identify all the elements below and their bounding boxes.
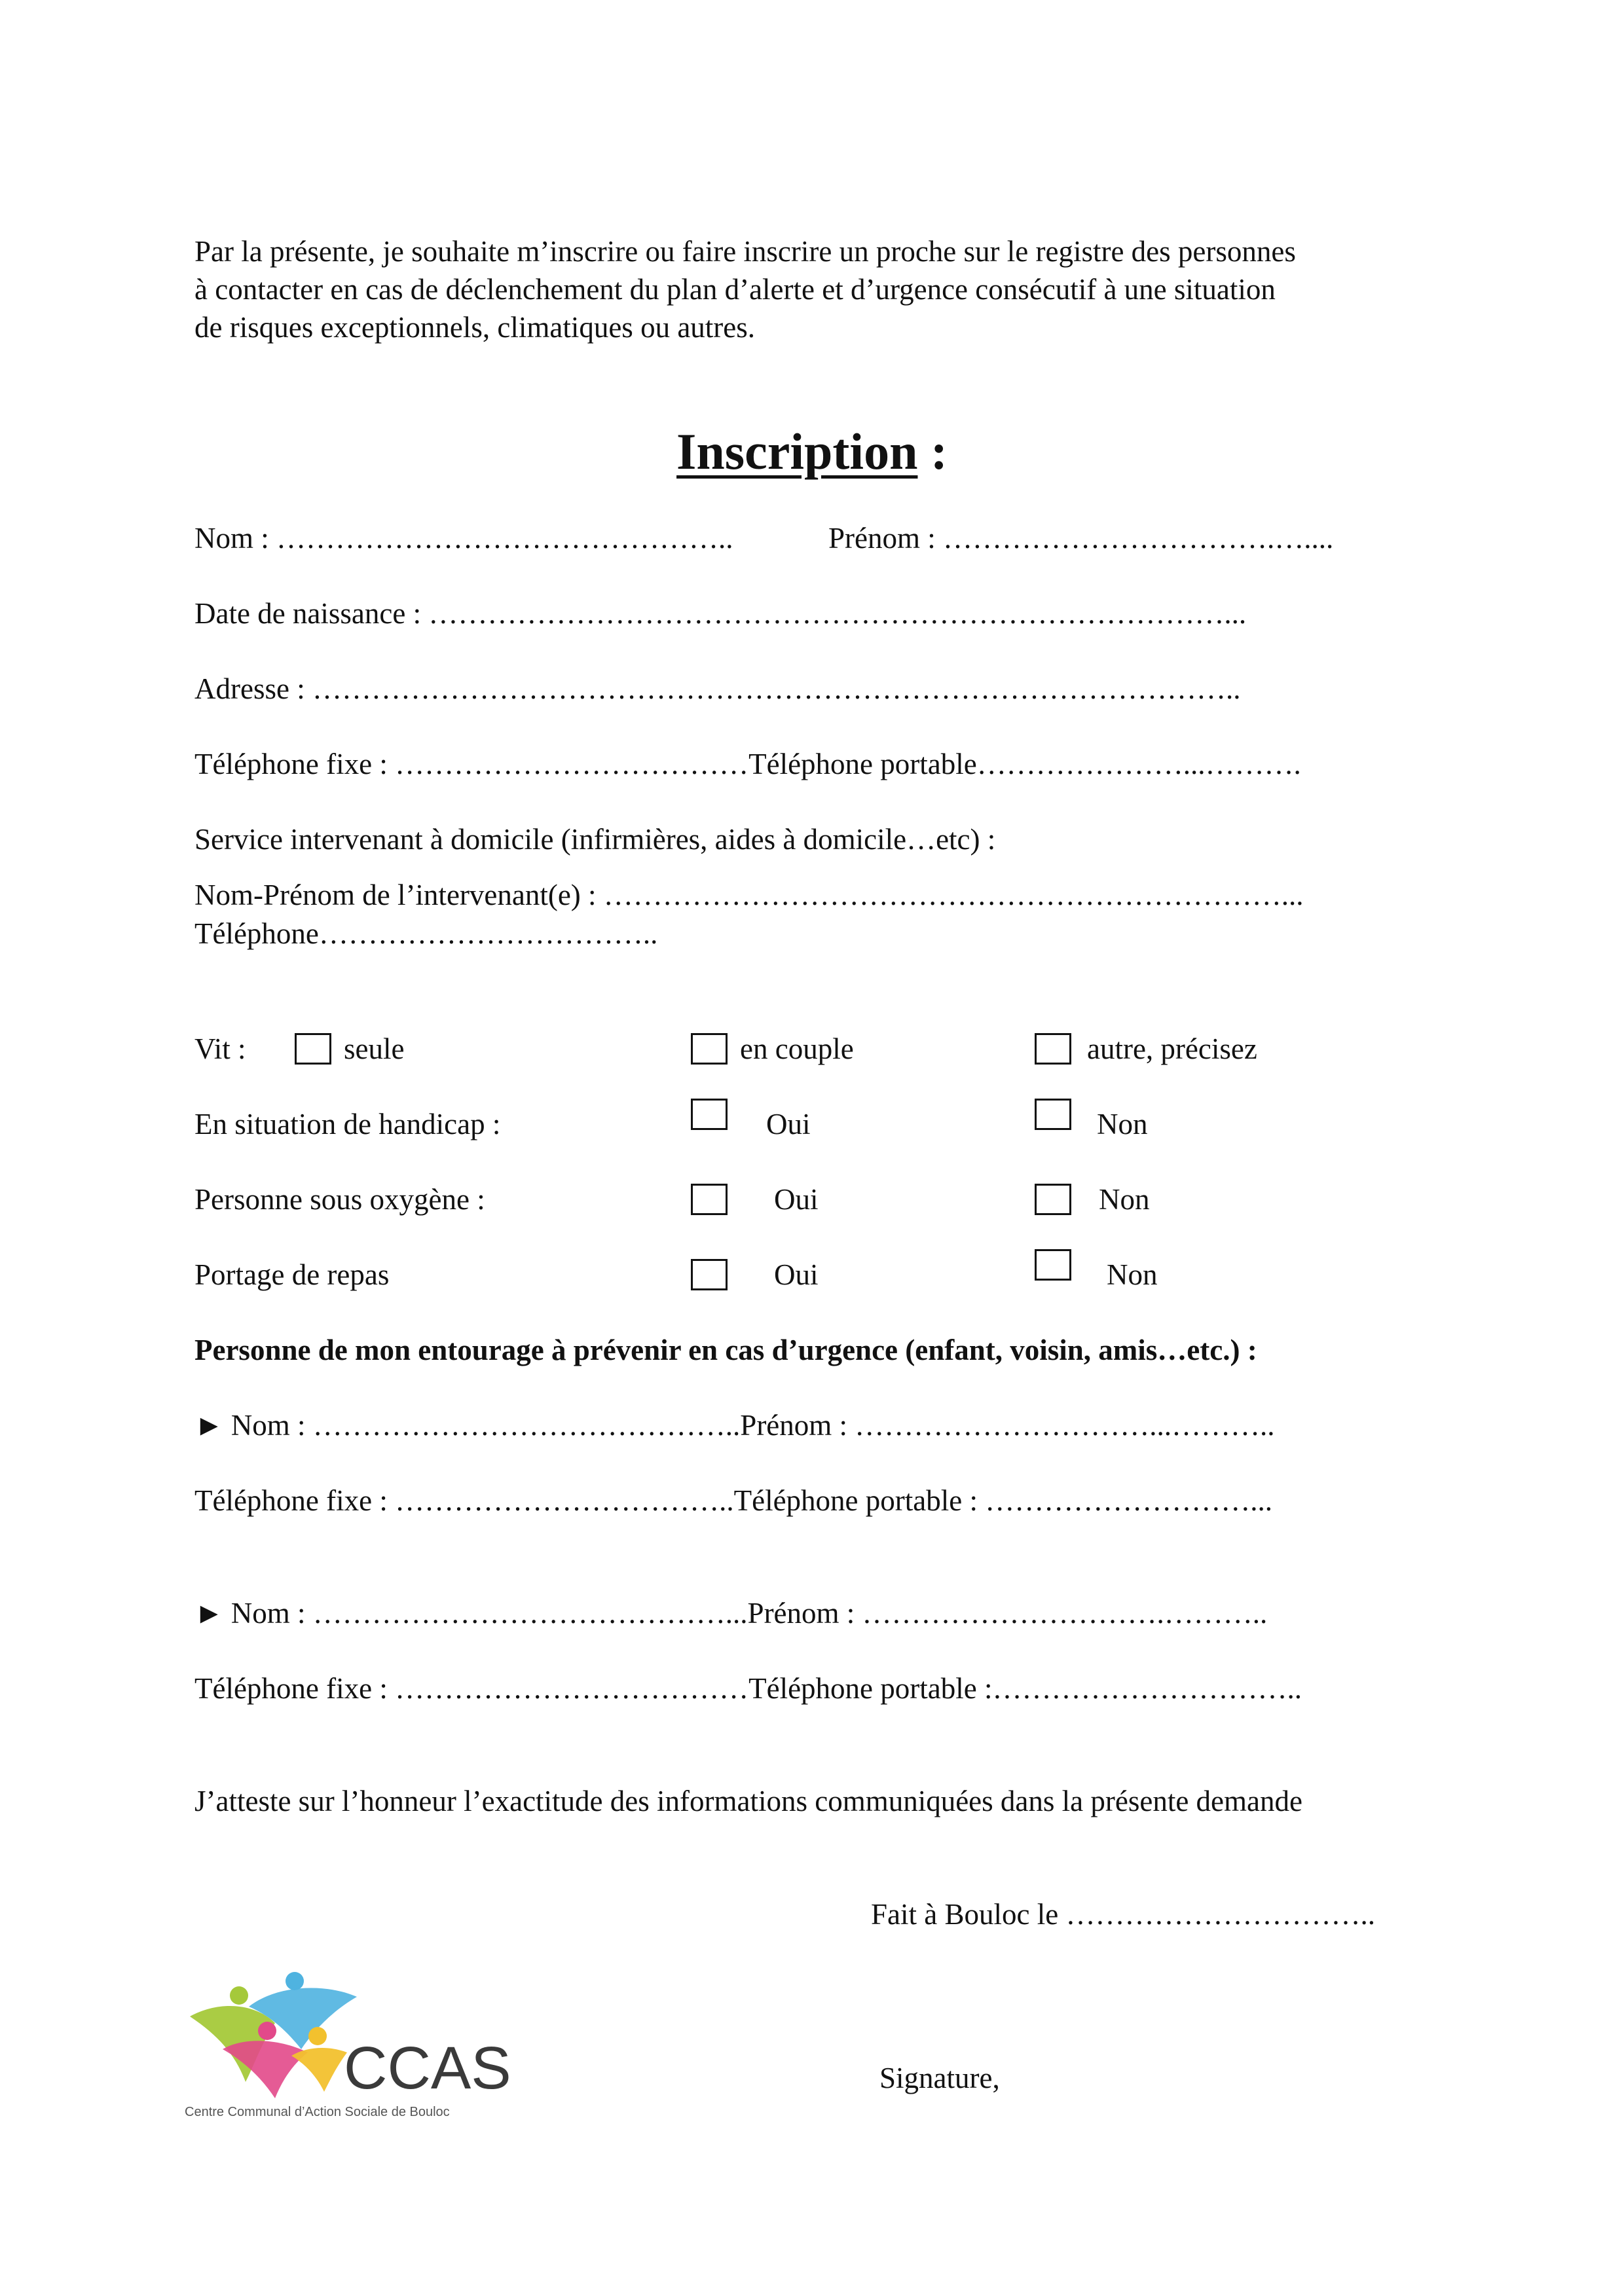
contact1-telephone-field[interactable]: Téléphone fixe : ……………………………..Téléphone portable : ………………………... xyxy=(194,1484,1272,1517)
handicap-non-label: Non xyxy=(1097,1108,1148,1140)
logo-figure-head-yellow xyxy=(308,2027,327,2045)
en-couple-label: en couple xyxy=(740,1032,854,1065)
repas-oui-checkbox[interactable] xyxy=(691,1259,728,1290)
nom-field[interactable]: Nom : ……………………………………….. xyxy=(194,522,733,555)
date-naissance-field[interactable]: Date de naissance : ………………………………………………………………………... xyxy=(194,597,1247,630)
intro-line: de risques exceptionnels, climatiques ou autres. xyxy=(194,311,756,344)
logo-subtitle: Centre Communal d’Action Sociale de Bouloc xyxy=(185,2105,450,2119)
repas-non-checkbox[interactable] xyxy=(1035,1249,1071,1281)
title-colon: : xyxy=(917,423,948,480)
telephone-field[interactable]: Téléphone fixe : ………………………………Téléphone portable…………………...………. xyxy=(194,748,1301,780)
oxygene-oui-label: Oui xyxy=(774,1183,819,1216)
intro-line: à contacter en cas de déclenchement du plan d’alerte et d’urgence consécutif à une situation xyxy=(194,273,1276,306)
fait-a-field[interactable]: Fait à Bouloc le ………………………….. xyxy=(871,1898,1375,1931)
prenom-field[interactable]: Prénom : …………………………….….... xyxy=(828,522,1334,555)
handicap-oui-label: Oui xyxy=(766,1108,811,1140)
oxygene-oui-checkbox[interactable] xyxy=(691,1184,728,1215)
intro-line: Par la présente, je souhaite m’inscrire ou faire inscrire un proche sur le registre des personnes xyxy=(194,235,1296,268)
logo-figure-head-green xyxy=(230,1986,248,2005)
intervenant-telephone-field[interactable]: Téléphone…………………………….. xyxy=(194,917,658,950)
repas-non-label: Non xyxy=(1107,1258,1158,1291)
logo-figure-pink xyxy=(223,2041,308,2098)
handicap-non-checkbox[interactable] xyxy=(1035,1099,1071,1130)
contact1-nom-field[interactable]: ► Nom : ……………………………………..Prénom : …………………………...……….. xyxy=(194,1409,1275,1442)
title-text: Inscription xyxy=(676,423,918,480)
intervenant-field[interactable]: Nom-Prénom de l’intervenant(e) : ……………………………………………………………... xyxy=(194,879,1304,911)
ccas-logo xyxy=(183,1971,511,2121)
contacts-heading: Personne de mon entourage à prévenir en cas d’urgence (enfant, voisin, amis…etc.) : xyxy=(194,1334,1257,1366)
logo-figure-yellow xyxy=(291,2048,347,2092)
seule-checkbox[interactable] xyxy=(295,1033,331,1065)
service-label: Service intervenant à domicile (infirmières, aides à domicile…etc) : xyxy=(194,823,996,856)
logo-figure-head-blue xyxy=(286,1972,304,1990)
autre-checkbox[interactable] xyxy=(1035,1033,1071,1065)
repas-label: Portage de repas xyxy=(194,1258,390,1291)
contact2-telephone-field[interactable]: Téléphone fixe : ………………………………Téléphone portable :………………………….. xyxy=(194,1672,1302,1705)
en-couple-checkbox[interactable] xyxy=(691,1033,728,1065)
oxygene-label: Personne sous oxygène : xyxy=(194,1183,485,1216)
page-title xyxy=(0,419,1624,484)
adresse-field[interactable]: Adresse : ………………………………………………………………………………….. xyxy=(194,672,1241,705)
logo-acronym: CCAS xyxy=(344,2035,511,2102)
attestation-text: J’atteste sur l’honneur l’exactitude des informations communiquées dans la présente demande xyxy=(194,1785,1302,1817)
logo-figure-head-pink xyxy=(258,2022,276,2040)
contact2-nom-field[interactable]: ► Nom : ……………………………………...Prénom : ………………………….……….. xyxy=(194,1597,1268,1630)
oxygene-non-checkbox[interactable] xyxy=(1035,1184,1071,1215)
repas-oui-label: Oui xyxy=(774,1258,819,1291)
seule-label: seule xyxy=(344,1032,405,1065)
intro-paragraph xyxy=(194,232,1439,346)
handicap-oui-checkbox[interactable] xyxy=(691,1099,728,1130)
oxygene-non-label: Non xyxy=(1099,1183,1150,1216)
autre-label: autre, précisez xyxy=(1087,1032,1257,1065)
ccas-logo-graphic xyxy=(183,1971,511,2121)
vit-label: Vit : xyxy=(194,1032,246,1065)
signature-label: Signature, xyxy=(879,2062,1000,2094)
handicap-label: En situation de handicap : xyxy=(194,1108,501,1140)
